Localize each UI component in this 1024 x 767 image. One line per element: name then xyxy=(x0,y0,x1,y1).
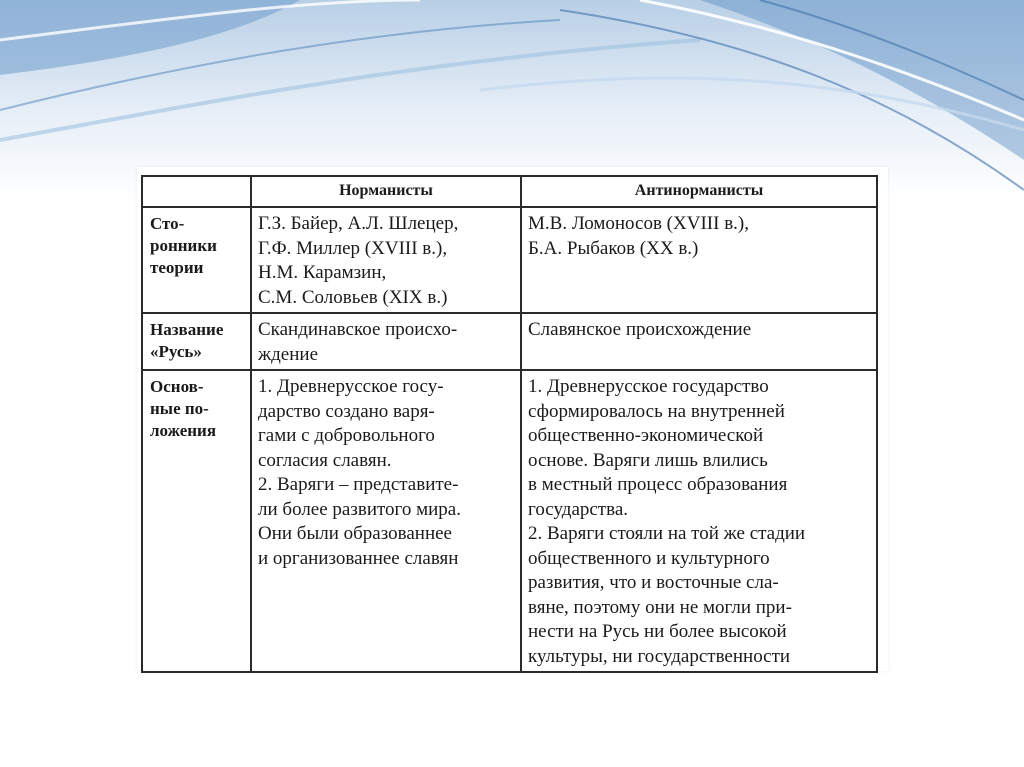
table-header-row xyxy=(142,176,877,207)
normanist-comparison-table xyxy=(141,175,878,673)
normanists-supporters-cell: Г.З. Байер, А.Л. Шлецер, Г.Ф. Миллер (XVIII в.), Н.М. Карамзин, С.М. Соловьев (XIX в.) xyxy=(251,207,521,313)
normanists-provisions-cell: 1. Древнерусское госу- дарство создано варя- гами с добровольного согласия славян. 2. Варяги – представите- ли более развитого мира. Они были образованнее и организованнее славян xyxy=(251,370,521,672)
header-empty-cell xyxy=(142,176,251,207)
table-row-name-rus xyxy=(142,313,877,370)
row-label-main-provisions: Основ- ные по- ложения xyxy=(142,370,251,672)
table-row-supporters xyxy=(142,207,877,313)
table-row-main-provisions xyxy=(142,370,877,672)
comparison-table-container xyxy=(137,167,888,671)
antinormanists-supporters-cell: М.В. Ломоносов (XVIII в.), Б.А. Рыбаков (XX в.) xyxy=(521,207,877,313)
header-antinormanists: Антинорманисты xyxy=(521,176,877,207)
antinormanists-provisions-cell: 1. Древнерусское государство сформировалось на внутренней общественно-экономической основе. Варяги лишь влились в местный процесс образования государства. 2. Варяги стояли на той же стадии общественного и культурного развития, что и восточные сла- вяне, поэтому они не могли при- нести на Русь ни более высокой культуры, ни государственности xyxy=(521,370,877,672)
row-label-name-rus: Название «Русь» xyxy=(142,313,251,370)
header-normanists: Норманисты xyxy=(251,176,521,207)
antinormanists-name-cell: Славянское происхождение xyxy=(521,313,877,370)
row-label-supporters: Сто- ронники теории xyxy=(142,207,251,313)
normanists-name-cell: Скандинавское происхо- ждение xyxy=(251,313,521,370)
